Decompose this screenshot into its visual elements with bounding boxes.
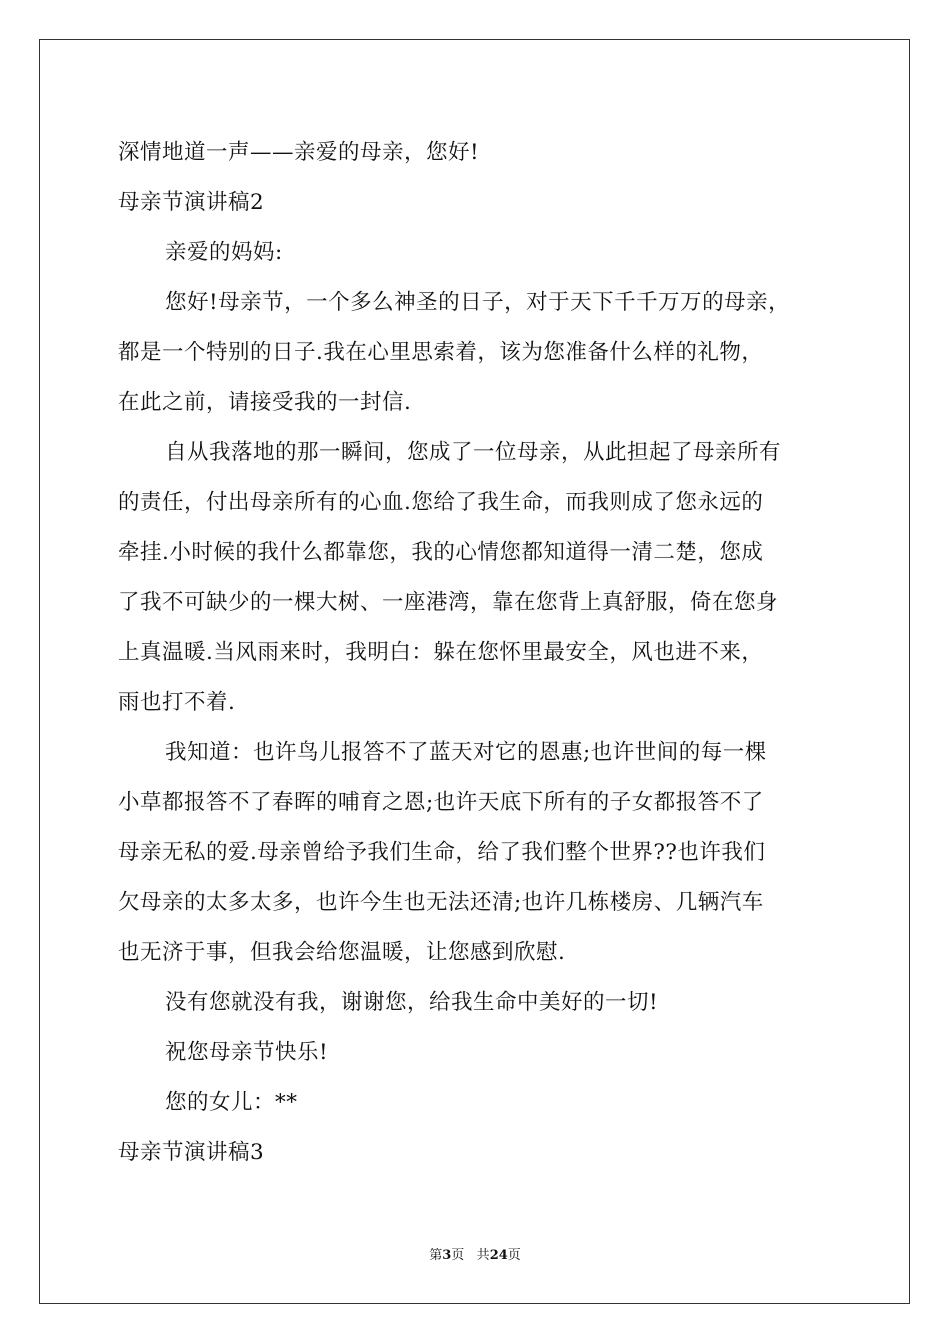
paragraph-line: 小草都报答不了春晖的哺育之恩;也许天底下所有的子女都报答不了 bbox=[118, 790, 764, 815]
footer-total-prefix: 共 bbox=[476, 1248, 490, 1263]
letter-signature: 您的女儿：** bbox=[165, 1090, 298, 1115]
paragraph-line: 上真温暖.当风雨来时，我明白：躲在您怀里最安全，风也进不来， bbox=[118, 640, 764, 665]
paragraph-line: 深情地道一声——亲爱的母亲，您好! bbox=[118, 140, 480, 165]
paragraph-line: 欠母亲的太多太多，也许今生也无法还清;也许几栋楼房、几辆汽车 bbox=[118, 890, 764, 915]
paragraph-line: 的责任，付出母亲所有的心血.您给了我生命，而我则成了您永远的 bbox=[118, 490, 764, 515]
letter-salutation: 亲爱的妈妈: bbox=[165, 240, 283, 265]
paragraph-line: 都是一个特别的日子.我在心里思索着，该为您准备什么样的礼物， bbox=[118, 340, 764, 365]
footer-prefix: 第 bbox=[429, 1248, 443, 1263]
footer-page-unit: 页 bbox=[451, 1248, 465, 1263]
paragraph-line: 在此之前，请接受我的一封信. bbox=[118, 390, 412, 415]
paragraph-line: 母亲无私的爱.母亲曾给予我们生命，给了我们整个世界??也许我们 bbox=[118, 840, 766, 865]
total-pages-number: 24 bbox=[489, 1248, 508, 1263]
section-heading: 母亲节演讲稿2 bbox=[118, 190, 265, 215]
page-footer bbox=[0, 1246, 950, 1266]
document-body bbox=[118, 128, 863, 1178]
paragraph-line: 我知道：也许鸟儿报答不了蓝天对它的恩惠;也许世间的每一棵 bbox=[165, 740, 767, 765]
paragraph-line: 了我不可缺少的一棵大树、一座港湾，靠在您背上真舒服，倚在您身 bbox=[118, 590, 779, 615]
section-heading: 母亲节演讲稿3 bbox=[118, 1140, 265, 1165]
letter-closing: 祝您母亲节快乐! bbox=[165, 1040, 329, 1065]
current-page-number: 3 bbox=[442, 1248, 452, 1263]
paragraph-line: 没有您就没有我，谢谢您，给我生命中美好的一切! bbox=[165, 990, 659, 1015]
paragraph-line: 自从我落地的那一瞬间，您成了一位母亲，从此担起了母亲所有 bbox=[165, 440, 782, 465]
paragraph-line: 牵挂.小时候的我什么都靠您，我的心情您都知道得一清二楚，您成 bbox=[118, 540, 764, 565]
paragraph-line: 您好!母亲节，一个多么神圣的日子，对于天下千千万万的母亲， bbox=[165, 290, 791, 315]
paragraph-line: 也无济于事，但我会给您温暖，让您感到欣慰. bbox=[118, 940, 566, 965]
footer-total-unit: 页 bbox=[507, 1248, 521, 1263]
paragraph-line: 雨也打不着. bbox=[118, 690, 236, 715]
